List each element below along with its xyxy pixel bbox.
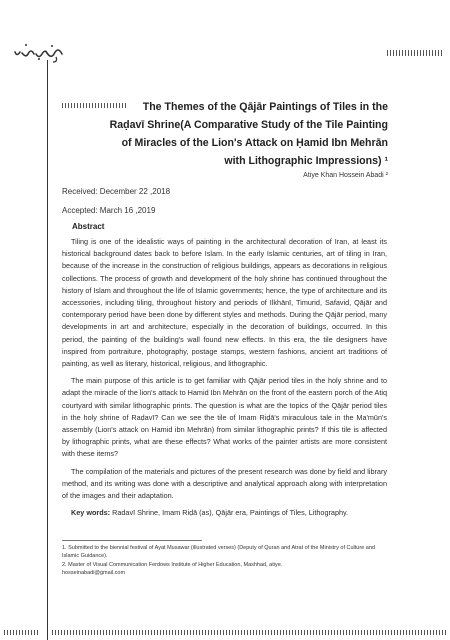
footnote-rule (62, 540, 202, 541)
abstract-body (62, 236, 387, 524)
footnote-1: 1. Submitted to the biennial festival of Ayat Musawar (illustrated verses) (Deputy of Quran and Atrat of the Ministry of Culture and Islamic Guidance). (62, 545, 375, 560)
title-line: Raḍavī Shrine(A Comparative Study of the Tile Painting (109, 119, 388, 131)
paper-title (62, 98, 388, 170)
bottom-decorative-hatch (52, 630, 446, 635)
keywords-text: Radavī Shrine, Imam Riḍā (as), Qājār era, Paintings of Tiles, Lithography. (112, 508, 349, 518)
author-name: Atiye Khan Hossein Abadi ² (303, 172, 388, 179)
abstract-paragraph: The compilation of the materials and pictures of the present research was done by field and library method, and its writing was done with a descriptive and analytical approach along with interpretation of the images and their adaptation. (62, 466, 387, 501)
footnotes (62, 544, 382, 578)
keywords-line (62, 507, 387, 519)
abstract-heading: Abstract (72, 222, 105, 231)
footnote-email: hosseinabadi@gmail.com (62, 570, 126, 577)
logo-text: فرهنگ رضوی (12, 40, 18, 41)
abstract-paragraph: Tiling is one of the idealistic ways of painting in the architectural decoration of Iran, at least its historical background dates back to before Islam. In the early Islamic centuries, art of tiling in Iran, because of the increase in the construction of religious buildings, appears as decorations in religious collections. The process of growth and development of the holy shrine has continued throughout the history of Islam and throughout the life of Islamic governments; hence, the type of architecture and its accessories, including tiling, throughout history and periods of Ilkhānī, Timurid, Safavid, Qājār and contemporary period have been done by different styles and methods. During the Qājār period, many developments in art and architecture, especially in the decoration of buildings, occurred. In this period, the painting of the building's wall found new effects. In this era, the tile designers have inspired from portraiture, photography, postage stamps, western fashions, ancient art traditions of painting, as well as literary, historical, religious, and lithographic. (62, 237, 387, 369)
footnote-2: 2. Master of Visual Communication Ferdows Institute of Higher Education, Mashhad, atiye. (62, 561, 283, 568)
title-line: with Lithographic Impressions) ¹ (224, 155, 388, 167)
title-line: of Miracles of the Lion's Attack on Ḥamid Ibn Mehrān (121, 137, 388, 149)
bottom-decorative-hatch-left (4, 630, 40, 635)
title-line: The Themes of the Qājār Paintings of Tiles in the (142, 101, 388, 113)
abstract-paragraph: The main purpose of this article is to get familiar with Qājār period tiles in the holy shrine and to adapt the miracle of the lion's attack to Hamid Ibn Mehrān on the front of the eastern porch of the Atiq courtyard with similar lithographic prints. The question is what are the topics of the Qājār period tiles in the holy shrine of Raḍavī? Can we see the tile of Imam Riḍā's miraculous tale in the Ma'mūn's assembly (Lion's attack on Hamid ibn Mehrān) from similar lithographic prints? If this tile is affected by lithographic prints, what are these effects? What works of the painter artists are more consistent with these items? (62, 376, 387, 459)
keywords-label: Key words: (71, 508, 111, 518)
top-decorative-hatch (387, 50, 443, 56)
margin-rule (47, 60, 48, 640)
accepted-date: Accepted: March 16 ,2019 (62, 206, 156, 215)
journal-logo (12, 40, 66, 64)
received-date: Received: December 22 ,2018 (62, 187, 171, 196)
